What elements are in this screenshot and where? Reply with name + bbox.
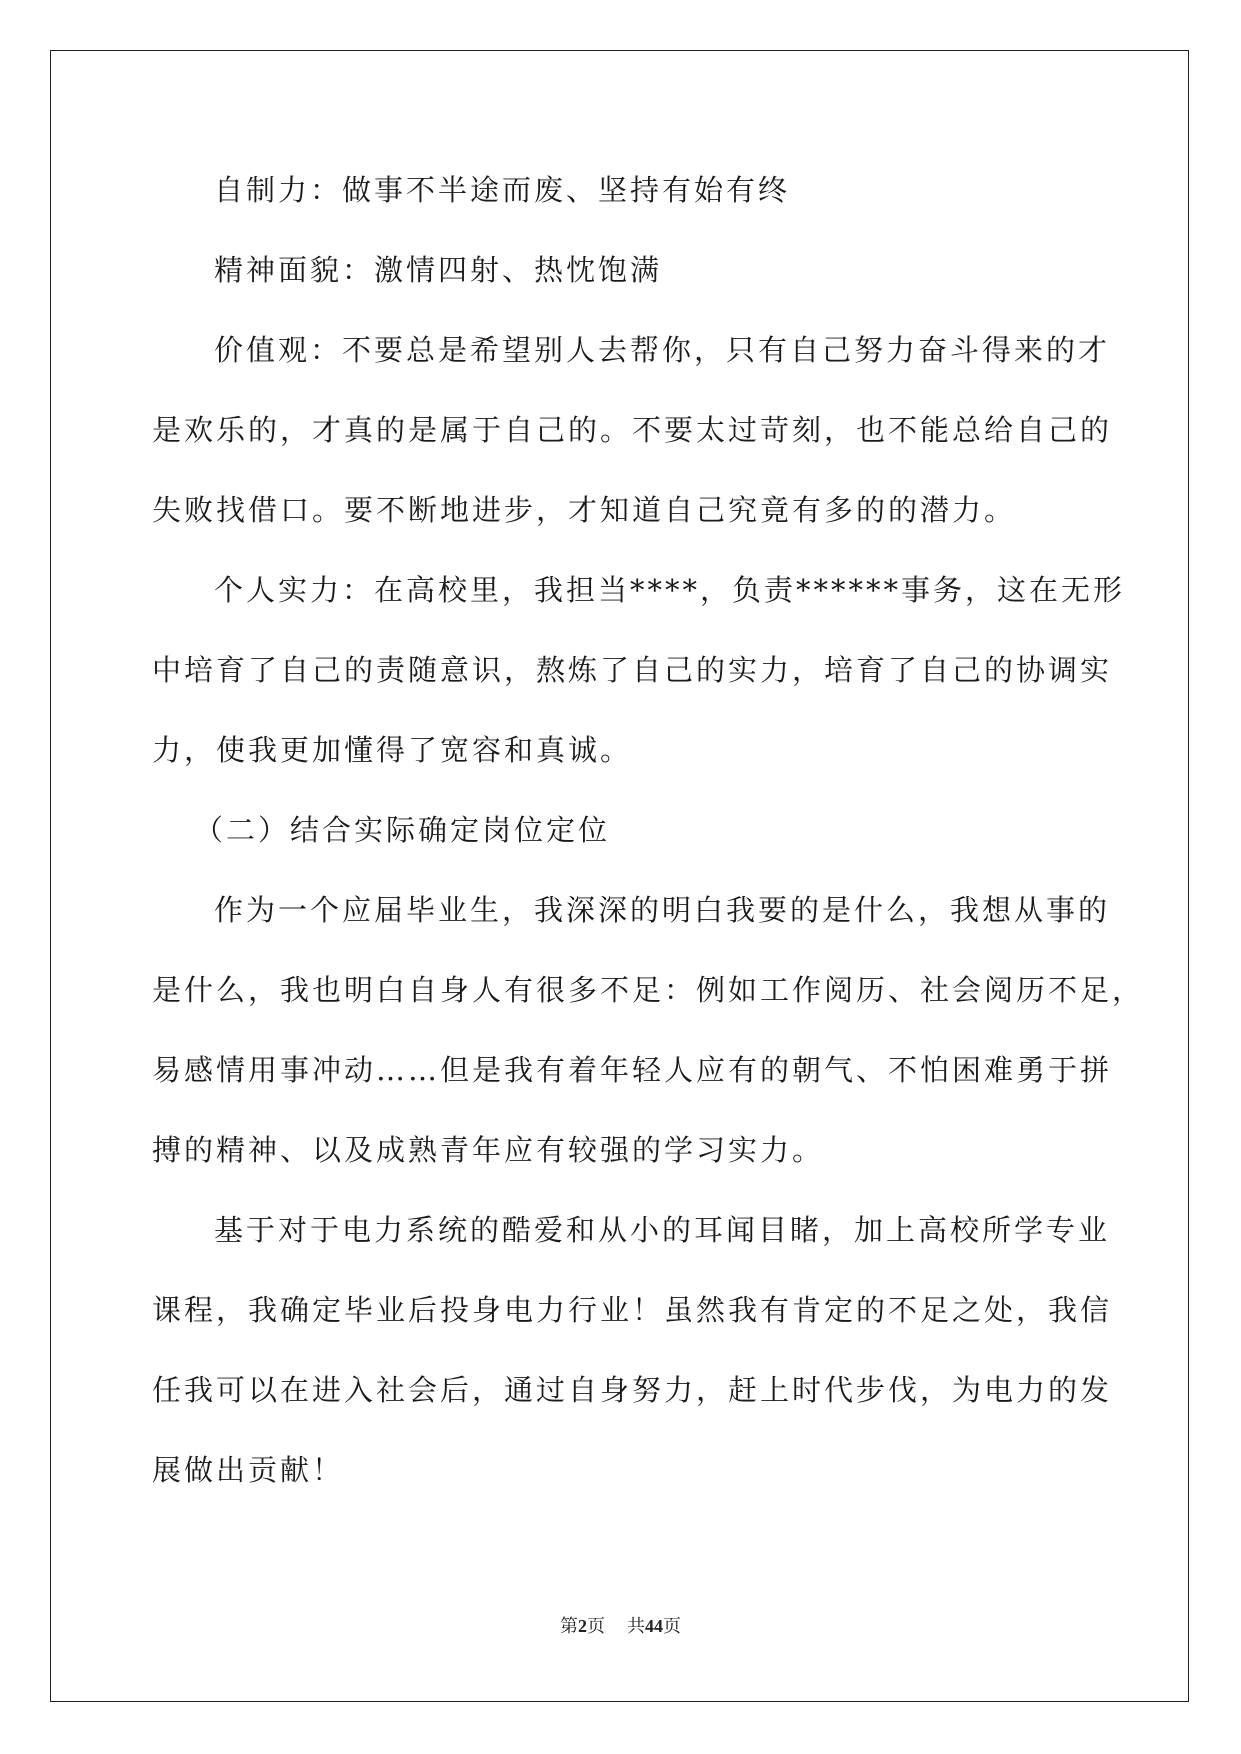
footer-total-suffix: 页 [663,1616,681,1636]
text-line: 力，使我更加懂得了宽容和真诚。 [152,733,633,767]
text-line: 课程，我确定毕业后投身电力行业！虽然我有肯定的不足之处，我信 [152,1293,1113,1327]
paragraph-personal-ability [152,550,1126,790]
current-page-number: 2 [578,1616,587,1636]
paragraph-spirit [152,230,1092,310]
text-line: 搏的精神、以及成熟青年应有较强的学习实力。 [152,1133,825,1167]
paragraph-self-control [152,150,1092,230]
text-line: 展做出贡献！ [152,1453,345,1487]
text-line: 个人实力：在高校里，我担当****，负责******事务，这在无形 [214,573,1126,607]
text-line: 是什么，我也明白自身人有很多不足：例如工作阅历、社会阅历不足， [152,973,1145,1007]
text-line: 精神面貌：激情四射、热忱饱满 [214,253,663,287]
total-page-count: 44 [645,1616,663,1636]
footer-prefix: 第 [560,1616,578,1636]
text-line: 失败找借口。要不断地进步，才知道自己究竟有多的的潜力。 [152,493,1017,527]
section-heading [152,790,1092,870]
text-line: 自制力：做事不半途而废、坚持有始有终 [214,173,791,207]
text-line: 价值观：不要总是希望别人去帮你，只有自己努力奋斗得来的才 [214,333,1111,367]
page-footer [0,1612,1241,1638]
text-line: 基于对于电力系统的酷爱和从小的耳闻目睹，加上高校所学专业 [214,1213,1111,1247]
footer-page-suffix: 页 [587,1616,605,1636]
paragraph-values [152,310,1113,550]
footer-total-prefix: 共 [627,1616,645,1636]
paragraph-graduate [152,870,1145,1190]
text-line: 任我可以在进入社会后，通过自身努力，赶上时代步伐，为电力的发 [152,1373,1113,1407]
text-line: 是欢乐的，才真的是属于自己的。不要太过苛刻，也不能总给自己的 [152,413,1113,447]
document-body [152,150,1145,1510]
text-line: 中培育了自己的责随意识，熬炼了自己的实力，培育了自己的协调实 [152,653,1113,687]
text-line: 作为一个应届毕业生，我深深的明白我要的是什么，我想从事的 [214,893,1111,927]
heading-text: （二）结合实际确定岗位定位 [194,813,611,847]
paragraph-power-industry [152,1190,1113,1510]
text-line: 易感情用事冲动……但是我有着年轻人应有的朝气、不怕困难勇于拼 [152,1053,1113,1087]
